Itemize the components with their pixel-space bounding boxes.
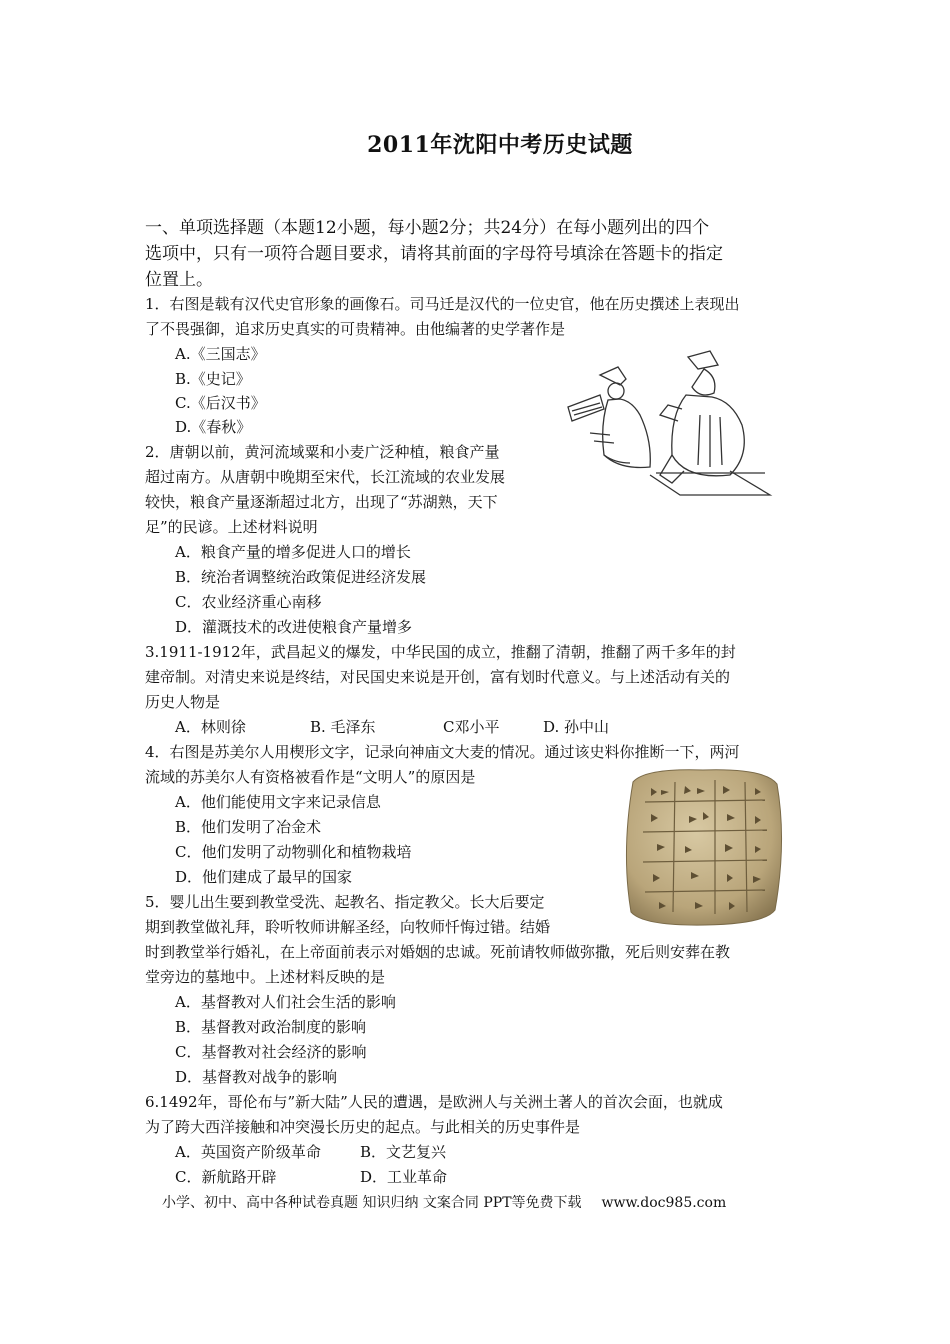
question-6-option-b[interactable]: B．文艺复兴 — [360, 1143, 447, 1161]
footer-url-link[interactable]: www.doc985.com — [601, 1195, 727, 1211]
question-5-option-a[interactable]: A．基督教对人们社会生活的影响 — [175, 993, 396, 1011]
question-1-option-c[interactable]: C.《后汉书》 — [175, 394, 266, 412]
question-6-options-row — [175, 1142, 446, 1162]
question-4-option-a[interactable]: A．他们能使用文字来记录信息 — [175, 793, 381, 811]
question-4-stem: 4．右图是苏美尔人用楔形文字，记录向神庙文大麦的情况。通过该史料你推断一下，两河 — [145, 743, 740, 761]
question-3-stem: 3.1911-1912年，武昌起义的爆发，中华民国的成立，推翻了清朝，推翻了两千多年的封 — [145, 643, 736, 661]
question-1-stem: 了不畏强御，追求历史真实的可贵精神。由他编著的史学著作是 — [145, 320, 566, 338]
question-1-option-b[interactable]: B.《史记》 — [175, 370, 251, 388]
section-instructions-line: 选项中，只有一项符合题目要求，请将其前面的字母符号填涂在答题卡的指定 — [145, 244, 723, 264]
question-5-stem: 时到教堂举行婚礼，在上帝面前表示对婚姻的忠诚。死前请牧师做弥撒，死后则安葬在教 — [145, 943, 731, 961]
question-2-stem: 超过南方。从唐朝中晚期至宋代，长江流域的农业发展 — [145, 468, 506, 486]
question-4-stem: 流域的苏美尔人有资格被看作是“文明人”的原因是 — [145, 768, 476, 786]
question-6-stem: 为了跨大西洋接触和冲突漫长历史的起点。与此相关的历史事件是 — [145, 1118, 581, 1136]
question-2-option-d[interactable]: D．灌溉技术的改进使粮食产量增多 — [175, 618, 413, 636]
question-2-option-c[interactable]: C．农业经济重心南移 — [175, 593, 322, 611]
question-2-option-b[interactable]: B．统治者调整统治政策促进经济发展 — [175, 568, 427, 586]
question-2-stem: 较快，粮食产量逐渐超过北方，出现了“苏湖熟，天下 — [145, 493, 498, 511]
question-1-option-a[interactable]: A.《三国志》 — [175, 345, 266, 363]
question-3-option-a[interactable]: A．林则徐 — [175, 718, 246, 736]
question-5-stem: 5．婴儿出生要到教堂受洗、起教名、指定教父。长大后要定 — [145, 893, 545, 911]
question-4-option-d[interactable]: D．他们建成了最早的国家 — [175, 868, 353, 886]
question-6-option-c[interactable]: C．新航路开辟 — [175, 1168, 277, 1186]
question-3-option-b[interactable]: B. 毛泽东 — [310, 718, 376, 736]
question-3-stem: 历史人物是 — [145, 693, 221, 711]
question-5-stem: 堂旁边的墓地中。上述材料反映的是 — [145, 968, 386, 986]
question-2-stem: 足”的民谚。上述材料说明 — [145, 518, 318, 536]
han-historian-relief-image — [560, 345, 775, 505]
question-6-options-row — [175, 1167, 447, 1187]
question-2-stem: 2．唐朝以前，黄河流域粟和小麦广泛种植，粮食产量 — [145, 443, 500, 461]
page-footer — [162, 1192, 726, 1212]
footer-text: 小学、初中、高中各种试卷真题 知识归纳 文案合同 PPT等免费下载 — [162, 1195, 582, 1211]
question-6-option-d[interactable]: D．工业革命 — [360, 1168, 448, 1186]
question-5-option-d[interactable]: D．基督教对战争的影响 — [175, 1068, 338, 1086]
question-6-stem: 6.1492年，哥伦布与”新大陆”人民的遭遇，是欧洲人与关洲土著人的首次会面，也就成 — [145, 1093, 723, 1111]
question-4-option-b[interactable]: B．他们发明了冶金术 — [175, 818, 322, 836]
question-1-option-d[interactable]: D.《春秋》 — [175, 418, 252, 436]
question-3-option-c[interactable]: C邓小平 — [443, 718, 500, 736]
section-instructions-line: 位置上。 — [145, 270, 213, 290]
question-5-stem: 期到教堂做礼拜，聆听牧师讲解圣经，向牧师忏悔过错。结婚 — [145, 918, 551, 936]
question-3-options-row — [175, 717, 609, 737]
question-2-option-a[interactable]: A．粮食产量的增多促进人口的增长 — [175, 543, 411, 561]
cuneiform-tablet-image — [615, 762, 790, 932]
page-title: 2011年沈阳中考历史试题 — [367, 132, 633, 158]
question-5-option-c[interactable]: C．基督教对社会经济的影响 — [175, 1043, 367, 1061]
question-5-option-b[interactable]: B．基督教对政治制度的影响 — [175, 1018, 367, 1036]
section-instructions-line: 一、单项选择题（本题12小题，每小题2分；共24分）在每小题列出的四个 — [145, 218, 710, 238]
question-1-stem: 1．右图是载有汉代史官形象的画像石。司马迁是汉代的一位史官，他在历史撰述上表现出 — [145, 295, 740, 313]
question-4-option-c[interactable]: C．他们发明了动物驯化和植物栽培 — [175, 843, 412, 861]
question-3-stem: 建帝制。对清史来说是终结，对民国史来说是开创，富有划时代意义。与上述活动有关的 — [145, 668, 731, 686]
question-3-option-d[interactable]: D. 孙中山 — [543, 718, 610, 736]
question-6-option-a[interactable]: A．英国资产阶级革命 — [175, 1143, 321, 1161]
